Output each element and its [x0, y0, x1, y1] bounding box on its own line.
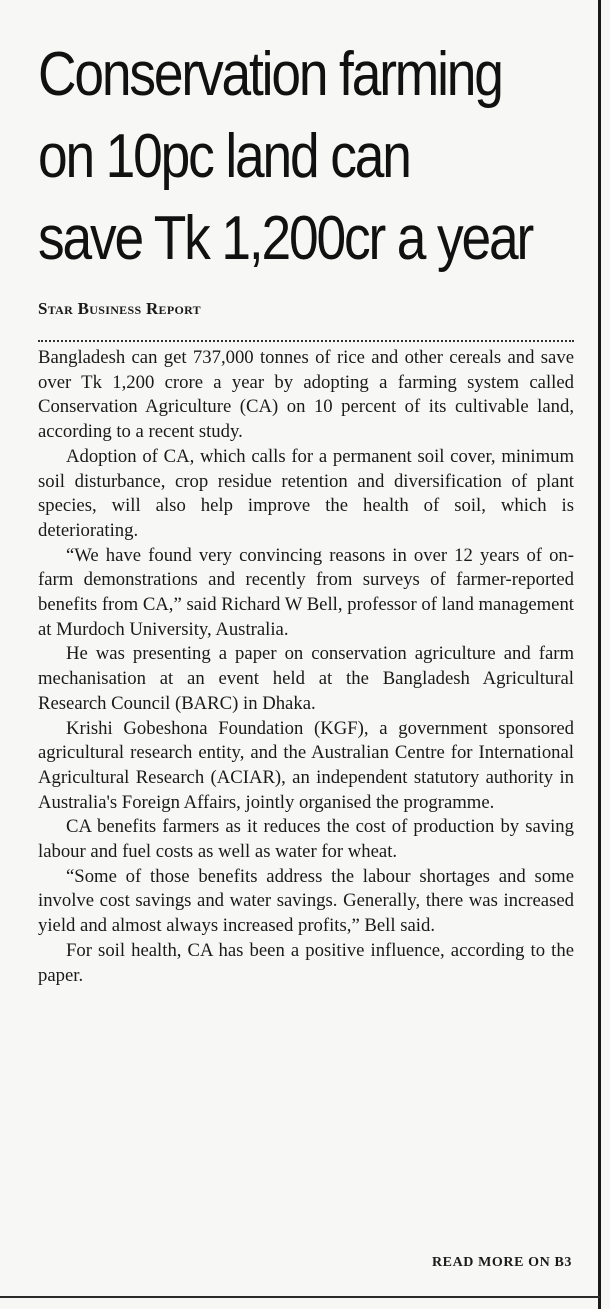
- dotted-divider: [38, 340, 574, 342]
- bottom-divider: [0, 1296, 600, 1298]
- headline-line: on 10pc land can: [38, 122, 410, 191]
- paragraph: Bangladesh can get 737,000 tonnes of rice and other cereals and save over Tk 1,200 crore a year by adopting a farming system called Conservation Agriculture (CA) on 10 percent of its cultivable land, according to a recent study.: [38, 347, 574, 443]
- paragraph: Krishi Gobeshona Foundation (KGF), a government sponsored agricultural research entity, and the Australian Centre for International Agricultural Research (ACIAR), an independent statutory authority in Australia's Foreign Affairs, jointly organised the programme.: [38, 717, 574, 813]
- paragraph: He was presenting a paper on conservation agriculture and farm mechanisation at an event held at the Bangladesh Agricultural Research Council (BARC) in Dhaka.: [38, 643, 574, 714]
- read-more-link[interactable]: READ MORE ON B3: [431, 1255, 572, 1270]
- headline-line: save Tk 1,200cr a year: [38, 204, 533, 273]
- article-body: [38, 346, 574, 988]
- paragraph: CA benefits farmers as it reduces the cost of production by saving labour and fuel costs as well as water for wheat.: [38, 816, 574, 863]
- headline: [38, 34, 533, 280]
- column-rule: [598, 0, 601, 1309]
- byline: Star Business Report: [38, 299, 201, 318]
- paragraph: “We have found very convincing reasons in over 12 years of on-farm demonstrations and recently from surveys of farmer-reported benefits from CA,” said Richard W Bell, professor of land management at Murdoch University, Australia.: [38, 544, 574, 640]
- paragraph: For soil health, CA has been a positive influence, according to the paper.: [38, 939, 574, 986]
- paragraph: “Some of those benefits address the labour shortages and some involve cost savings and water savings. Generally, there was increased yield and almost always increased profits,” Bell said.: [38, 865, 574, 937]
- headline-line: Conservation farming: [38, 40, 502, 109]
- paragraph: Adoption of CA, which calls for a permanent soil cover, minimum soil disturbance, crop residue retention and diversification of plant species, will also help improve the health of soil, which is deteriorating.: [38, 445, 574, 541]
